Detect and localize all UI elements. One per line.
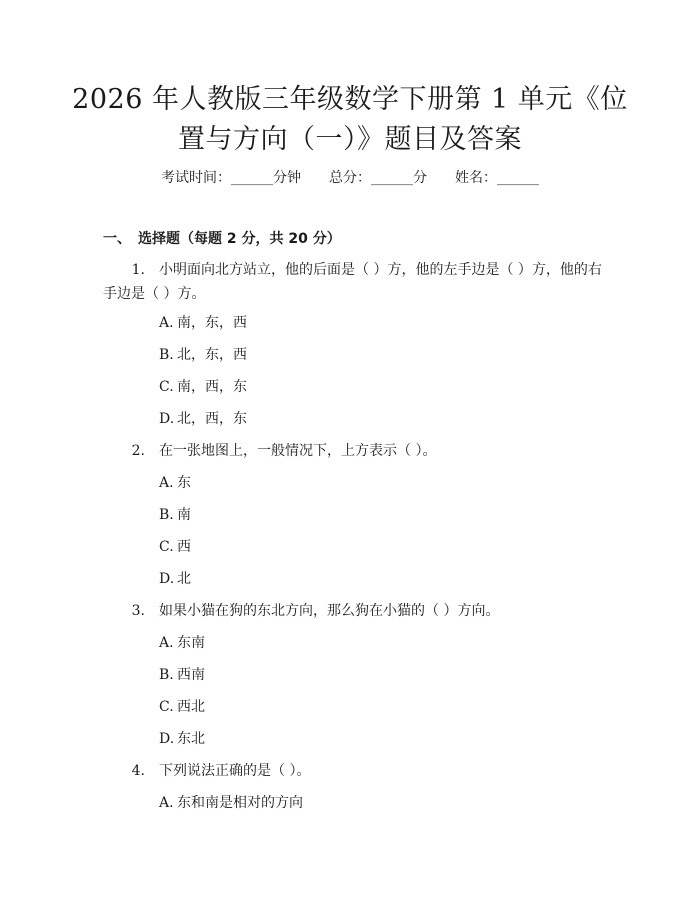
option-text: 东南 [177, 635, 205, 651]
exam-info [0, 168, 700, 188]
option-text: 西南 [177, 667, 205, 683]
question-text: 小明面向北方站立，他的后面是（ ）方，他的左手边是（ ）方，他的右 [159, 262, 602, 278]
q2-option-c [159, 537, 191, 557]
option-letter: A. [159, 795, 174, 811]
question-number: 4. [131, 763, 145, 779]
option-letter: C. [159, 379, 174, 395]
question-4 [103, 759, 603, 783]
title-line-1: 2026 年人教版三年级数学下册第 1 单元《位 [72, 84, 628, 115]
option-text: 西北 [177, 699, 205, 715]
option-text: 东 [177, 475, 191, 491]
option-letter: B. [159, 667, 174, 683]
q1-option-c [159, 377, 247, 397]
question-2 [103, 439, 603, 463]
question-text: 在一张地图上，一般情况下，上方表示（ ）。 [159, 443, 437, 459]
section-number: 一、 [103, 231, 131, 247]
option-letter: A. [159, 475, 174, 491]
option-text: 北，西，东 [177, 411, 247, 427]
q3-option-c [159, 697, 205, 717]
q1-option-a [159, 313, 247, 333]
q2-option-a [159, 473, 191, 493]
option-text: 南，西，东 [177, 379, 247, 395]
option-text: 北 [177, 571, 191, 587]
q3-option-b [159, 665, 205, 685]
q1-option-d [159, 409, 247, 429]
exam-score-field: 总分：______分 [329, 170, 427, 186]
option-letter: C. [159, 539, 174, 555]
option-text: 东北 [177, 731, 205, 747]
q2-option-d [159, 569, 191, 589]
option-letter: D. [159, 731, 175, 747]
q3-option-d [159, 729, 205, 749]
question-text: 如果小猫在狗的东北方向，那么狗在小猫的（ ）方向。 [159, 603, 500, 619]
q3-option-a [159, 633, 205, 653]
option-letter: B. [159, 347, 174, 363]
q2-option-b [159, 505, 191, 525]
exam-name-field: 姓名：______ [455, 170, 539, 186]
option-text: 北，东，西 [177, 347, 247, 363]
option-text: 南，东，西 [177, 315, 247, 331]
option-letter: D. [159, 571, 175, 587]
title-line-2: 置与方向（一）》题目及答案 [178, 124, 522, 155]
option-letter: B. [159, 507, 174, 523]
option-text: 西 [177, 539, 191, 555]
q4-option-a [159, 793, 303, 813]
question-number: 1. [131, 262, 145, 278]
option-text: 南 [177, 507, 191, 523]
question-3 [103, 599, 603, 623]
option-text: 东和南是相对的方向 [177, 795, 303, 811]
question-text: 下列说法正确的是（ ）。 [159, 763, 311, 779]
question-number: 3. [131, 603, 145, 619]
option-letter: A. [159, 635, 174, 651]
question-number: 2. [131, 443, 145, 459]
q1-option-b [159, 345, 247, 365]
question-text-continued: 手边是（ ）方。 [103, 286, 206, 302]
question-1 [103, 258, 603, 306]
section-heading [103, 229, 341, 249]
option-letter: D. [159, 411, 175, 427]
option-letter: C. [159, 699, 174, 715]
section-title: 选择题（每题 2 分，共 20 分） [138, 231, 341, 247]
option-letter: A. [159, 315, 174, 331]
exam-time-field: 考试时间：______分钟 [161, 170, 301, 186]
document-title [0, 80, 700, 160]
